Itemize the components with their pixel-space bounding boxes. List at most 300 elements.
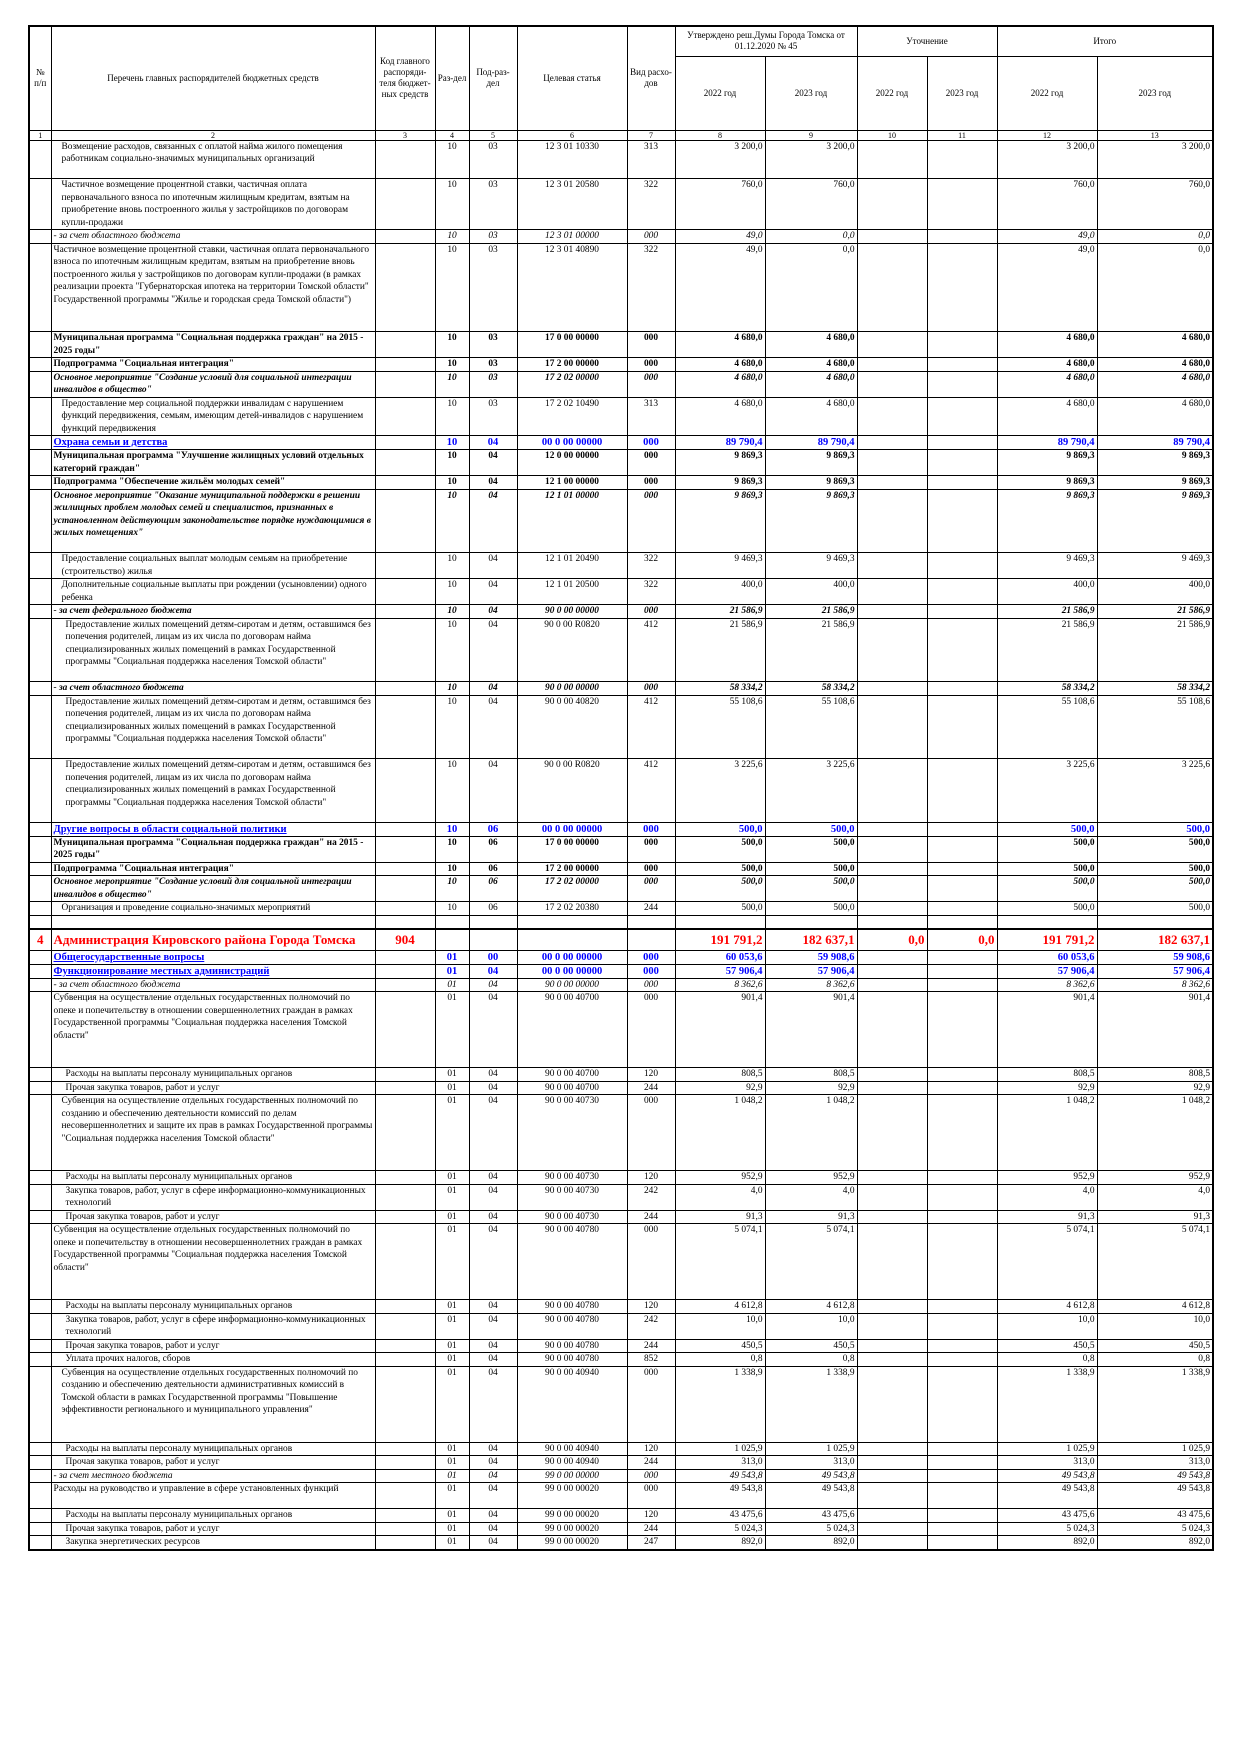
cell-cs: 90 0 00 40730: [517, 1184, 627, 1210]
cell-rz: 10: [435, 230, 469, 244]
cell-cs: 12 3 01 10330: [517, 140, 627, 179]
cell-rz: 10: [435, 822, 469, 836]
cell-vr: 000: [627, 1095, 675, 1171]
cell-no: [29, 836, 51, 862]
cell-name: Администрация Кировского района Города Томска: [51, 929, 375, 951]
cell-no: [29, 1184, 51, 1210]
cell-u23: [927, 1536, 997, 1550]
cell-name: Подпрограмма "Социальная интеграция": [51, 862, 375, 876]
cell-vr: 322: [627, 579, 675, 605]
cell-no: [29, 450, 51, 476]
cell-u22: [857, 1210, 927, 1224]
cell-a23: 808,5: [765, 1068, 857, 1082]
cell-a22: 21 586,9: [675, 618, 765, 682]
cell-name: Прочая закупка товаров, работ и услуг: [51, 1339, 375, 1353]
cell-prz: 03: [469, 332, 517, 358]
cell-cs: 90 0 00 40780: [517, 1339, 627, 1353]
cell-t22: 3 225,6: [997, 759, 1097, 823]
column-number: 9: [765, 130, 857, 140]
cell-code: [375, 950, 435, 964]
cell-rz: 10: [435, 759, 469, 823]
cell-rz: 10: [435, 902, 469, 916]
cell-vr: 120: [627, 1509, 675, 1523]
cell-code: [375, 579, 435, 605]
cell-a22: 9 869,3: [675, 450, 765, 476]
cell-u22: [857, 1095, 927, 1171]
cell-vr: 244: [627, 1456, 675, 1470]
cell-cs: 17 2 02 00000: [517, 371, 627, 397]
cell-t22: 901,4: [997, 992, 1097, 1068]
cell-name: Муниципальная программа "Социальная поддержка граждан" на 2015 - 2025 годы": [51, 836, 375, 862]
cell-name: Предоставление социальных выплат молодым семьям на приобретение (строительство) жилья: [51, 553, 375, 579]
cell-u22: [857, 1522, 927, 1536]
cell-t22: 808,5: [997, 1068, 1097, 1082]
cell-u22: [857, 759, 927, 823]
cell-a23: 1 338,9: [765, 1366, 857, 1442]
cell-vr: 120: [627, 1442, 675, 1456]
cell-vr: 000: [627, 605, 675, 619]
cell-rz: 01: [435, 978, 469, 992]
cell-name: Частичное возмещение процентной ставки, частичная оплата первоначального взноса по ипотечным жилищным кредитам, взятым на приобретение вновь построенного жилья у застройщиков по договорам купли-продажи: [51, 179, 375, 230]
cell-no: [29, 358, 51, 372]
year-2023-approved: 2023 год: [765, 56, 857, 130]
cell-vr: 000: [627, 230, 675, 244]
cell-name: Прочая закупка товаров, работ и услуг: [51, 1522, 375, 1536]
col-vid-header: Вид расхо-дов: [627, 26, 675, 130]
cell-code: [375, 1224, 435, 1300]
cell-u23: [927, 876, 997, 902]
column-number-row: [29, 130, 1213, 140]
group-total-header: Итого: [997, 26, 1213, 56]
cell-t22: 43 475,6: [997, 1509, 1097, 1523]
cell-vr: 000: [627, 836, 675, 862]
cell-rz: 10: [435, 695, 469, 759]
cell-cs: 17 0 00 00000: [517, 836, 627, 862]
table-row: [29, 1171, 1213, 1185]
cell-t23: 450,5: [1097, 1339, 1213, 1353]
cell-prz: 04: [469, 992, 517, 1068]
cell-t23: 91,3: [1097, 1210, 1213, 1224]
cell-name: Подпрограмма "Обеспечение жильём молодых семей": [51, 476, 375, 490]
cell-prz: 06: [469, 876, 517, 902]
cell-t23: 1 048,2: [1097, 1095, 1213, 1171]
cell-t23: 9 869,3: [1097, 450, 1213, 476]
cell-no: [29, 682, 51, 696]
cell-vr: 000: [627, 992, 675, 1068]
cell-a23: 500,0: [765, 902, 857, 916]
cell-prz: 04: [469, 1184, 517, 1210]
cell-no: [29, 695, 51, 759]
cell-code: [375, 1300, 435, 1314]
cell-u22: [857, 332, 927, 358]
cell-rz: 01: [435, 1339, 469, 1353]
cell-rz: 10: [435, 489, 469, 553]
table-row: [29, 450, 1213, 476]
cell-a22: 3 200,0: [675, 140, 765, 179]
cell-u22: [857, 243, 927, 332]
cell-t22: 500,0: [997, 836, 1097, 862]
cell-cs: 90 0 00 40780: [517, 1300, 627, 1314]
cell-t22: 49,0: [997, 243, 1097, 332]
cell-t22: 760,0: [997, 179, 1097, 230]
cell-t23: 4 680,0: [1097, 397, 1213, 436]
cell-cs: 90 0 00 40730: [517, 1171, 627, 1185]
cell-t23: 500,0: [1097, 876, 1213, 902]
cell-t23: 4 680,0: [1097, 358, 1213, 372]
cell-cs: 00 0 00 00000: [517, 950, 627, 964]
cell-prz: 04: [469, 553, 517, 579]
cell-a22: 9 469,3: [675, 553, 765, 579]
year-2022-approved: 2022 год: [675, 56, 765, 130]
cell-cs: 99 0 00 00020: [517, 1509, 627, 1523]
cell-code: [375, 1469, 435, 1483]
cell-cs: 99 0 00 00020: [517, 1483, 627, 1509]
table-row: [29, 436, 1213, 450]
cell-name: Основное мероприятие "Оказание муниципальной поддержки в решении жилищных проблем молодых семей и специалистов, признанных в установленном действующим законодательстве порядке нуждающимися в жилых помещениях": [51, 489, 375, 553]
cell-t23: 8 362,6: [1097, 978, 1213, 992]
cell-u23: [927, 450, 997, 476]
cell-u22: [857, 1081, 927, 1095]
cell-u23: 0,0: [927, 929, 997, 951]
cell-t22: 4 680,0: [997, 371, 1097, 397]
cell-a22: 49,0: [675, 243, 765, 332]
table-row: [29, 1224, 1213, 1300]
cell-a22: 5 024,3: [675, 1522, 765, 1536]
cell-code: [375, 605, 435, 619]
cell-rz: 01: [435, 1456, 469, 1470]
cell-cs: 17 2 02 00000: [517, 876, 627, 902]
cell-cs: 90 0 00 40780: [517, 1224, 627, 1300]
cell-no: [29, 1353, 51, 1367]
cell-cs: 12 3 01 00000: [517, 230, 627, 244]
cell-a23: 892,0: [765, 1536, 857, 1550]
cell-t22: 4 680,0: [997, 332, 1097, 358]
cell-vr: 000: [627, 436, 675, 450]
cell-t22: 500,0: [997, 862, 1097, 876]
cell-vr: 000: [627, 1224, 675, 1300]
cell-t23: 500,0: [1097, 862, 1213, 876]
cell-a23: 1 025,9: [765, 1442, 857, 1456]
cell-code: [375, 862, 435, 876]
cell-code: [375, 1068, 435, 1082]
cell-prz: 04: [469, 1509, 517, 1523]
cell-a22: 500,0: [675, 822, 765, 836]
column-number: 12: [997, 130, 1097, 140]
cell-u22: [857, 230, 927, 244]
cell-t22: 450,5: [997, 1339, 1097, 1353]
cell-prz: 06: [469, 836, 517, 862]
cell-a23: 9 869,3: [765, 489, 857, 553]
table-row: [29, 1313, 1213, 1339]
cell-u23: [927, 992, 997, 1068]
cell-u22: [857, 682, 927, 696]
cell-code: [375, 140, 435, 179]
cell-code: [375, 1171, 435, 1185]
cell-cs: 00 0 00 00000: [517, 822, 627, 836]
cell-rz: 10: [435, 682, 469, 696]
cell-a23: 1 048,2: [765, 1095, 857, 1171]
cell-name: Предоставление жилых помещений детям-сиротам и детям, оставшимся без попечения родителей, лицам из их числа по договорам найма специализированных жилых помещений в рамках Государственной программы "Социальная поддержка населения Томской области": [51, 618, 375, 682]
table-row: [29, 929, 1213, 951]
table-row: [29, 579, 1213, 605]
cell-prz: 04: [469, 450, 517, 476]
cell-cs: 99 0 00 00020: [517, 1536, 627, 1550]
cell-u23: [927, 179, 997, 230]
cell-name: - за счет областного бюджета: [51, 230, 375, 244]
cell-rz: 10: [435, 876, 469, 902]
cell-code: [375, 759, 435, 823]
cell-no: [29, 1313, 51, 1339]
group-clarify-header: Уточнение: [857, 26, 997, 56]
cell-no: [29, 992, 51, 1068]
spacer-cell: [29, 915, 51, 929]
cell-cs: 90 0 00 40940: [517, 1456, 627, 1470]
cell-t22: 21 586,9: [997, 618, 1097, 682]
cell-a22: 1 025,9: [675, 1442, 765, 1456]
table-row: [29, 876, 1213, 902]
cell-cs: 12 3 01 20580: [517, 179, 627, 230]
cell-u22: [857, 358, 927, 372]
cell-u22: [857, 1313, 927, 1339]
cell-u22: [857, 862, 927, 876]
cell-cs: 99 0 00 00000: [517, 1469, 627, 1483]
cell-u23: [927, 1442, 997, 1456]
cell-t22: 500,0: [997, 822, 1097, 836]
cell-u23: [927, 1339, 997, 1353]
cell-t22: 4 680,0: [997, 358, 1097, 372]
cell-vr: 412: [627, 695, 675, 759]
cell-name: Субвенция на осуществление отдельных государственных полномочий по опеке и попечительству в отношении несовершеннолетних граждан в рамках Государственной программы "Социальная поддержка населения Томской области": [51, 1224, 375, 1300]
cell-code: [375, 1184, 435, 1210]
cell-no: [29, 1095, 51, 1171]
cell-u23: [927, 695, 997, 759]
cell-cs: 12 1 00 00000: [517, 476, 627, 490]
cell-u23: [927, 964, 997, 978]
cell-a23: 3 225,6: [765, 759, 857, 823]
cell-name: Предоставление жилых помещений детям-сиротам и детям, оставшимся без попечения родителей, лицам из их числа по договорам найма специализированных жилых помещений в рамках Государственной программы "Социальная поддержка населения Томской области": [51, 695, 375, 759]
cell-t22: 49 543,8: [997, 1483, 1097, 1509]
cell-rz: 01: [435, 1095, 469, 1171]
table-row: [29, 862, 1213, 876]
cell-prz: 04: [469, 476, 517, 490]
cell-u23: [927, 243, 997, 332]
cell-u22: [857, 1469, 927, 1483]
cell-vr: [627, 929, 675, 951]
cell-no: [29, 397, 51, 436]
spacer-cell: [51, 915, 375, 929]
table-row: [29, 332, 1213, 358]
cell-code: [375, 358, 435, 372]
cell-a23: 21 586,9: [765, 618, 857, 682]
cell-u22: [857, 476, 927, 490]
cell-t22: 58 334,2: [997, 682, 1097, 696]
cell-t22: 49 543,8: [997, 1469, 1097, 1483]
cell-rz: 10: [435, 358, 469, 372]
cell-u23: [927, 1081, 997, 1095]
cell-a23: 500,0: [765, 836, 857, 862]
cell-vr: 244: [627, 902, 675, 916]
table-row: [29, 682, 1213, 696]
cell-u23: [927, 902, 997, 916]
cell-rz: 01: [435, 1483, 469, 1509]
cell-u22: [857, 1509, 927, 1523]
table-row: [29, 140, 1213, 179]
table-row: [29, 902, 1213, 916]
spacer-cell: [1097, 915, 1213, 929]
cell-t23: 21 586,9: [1097, 605, 1213, 619]
cell-name: Закупка товаров, работ, услуг в сфере информационно-коммуникационных технологий: [51, 1313, 375, 1339]
table-row: [29, 1210, 1213, 1224]
cell-vr: 244: [627, 1522, 675, 1536]
cell-rz: 10: [435, 476, 469, 490]
cell-rz: 10: [435, 332, 469, 358]
cell-t22: 1 338,9: [997, 1366, 1097, 1442]
cell-rz: 10: [435, 140, 469, 179]
cell-a23: 500,0: [765, 822, 857, 836]
cell-rz: 10: [435, 243, 469, 332]
cell-a22: 1 338,9: [675, 1366, 765, 1442]
col-target-header: Целевая статья: [517, 26, 627, 130]
cell-no: [29, 371, 51, 397]
cell-u22: [857, 1300, 927, 1314]
cell-u23: [927, 682, 997, 696]
cell-u22: [857, 1171, 927, 1185]
cell-name: Прочая закупка товаров, работ и услуг: [51, 1210, 375, 1224]
table-row: [29, 179, 1213, 230]
cell-t22: 500,0: [997, 902, 1097, 916]
cell-a22: 500,0: [675, 862, 765, 876]
cell-a23: 182 637,1: [765, 929, 857, 951]
cell-rz: 01: [435, 1210, 469, 1224]
cell-code: [375, 964, 435, 978]
cell-rz: 10: [435, 579, 469, 605]
cell-t22: 4,0: [997, 1184, 1097, 1210]
cell-u23: [927, 140, 997, 179]
cell-a22: 5 074,1: [675, 1224, 765, 1300]
cell-u22: [857, 902, 927, 916]
cell-u22: 0,0: [857, 929, 927, 951]
table-row: [29, 605, 1213, 619]
cell-prz: 04: [469, 1456, 517, 1470]
cell-prz: [469, 929, 517, 951]
cell-u23: [927, 950, 997, 964]
cell-a22: 4 680,0: [675, 358, 765, 372]
table-row: [29, 1456, 1213, 1470]
table-row: [29, 397, 1213, 436]
table-row: [29, 553, 1213, 579]
cell-no: [29, 1339, 51, 1353]
cell-a23: 500,0: [765, 876, 857, 902]
cell-code: [375, 978, 435, 992]
cell-cs: 17 2 02 10490: [517, 397, 627, 436]
table-row: [29, 836, 1213, 862]
cell-name: Основное мероприятие "Создание условий для социальной интеграции инвалидов в общество": [51, 876, 375, 902]
spacer-cell: [375, 915, 435, 929]
cell-no: [29, 579, 51, 605]
cell-a22: 58 334,2: [675, 682, 765, 696]
cell-prz: 04: [469, 436, 517, 450]
cell-code: [375, 450, 435, 476]
col-name-header: Перечень главных распорядителей бюджетных средств: [51, 26, 375, 130]
cell-no: [29, 1224, 51, 1300]
cell-cs: 90 0 00 R0820: [517, 759, 627, 823]
cell-cs: [517, 929, 627, 951]
cell-code: [375, 1456, 435, 1470]
cell-t23: 808,5: [1097, 1068, 1213, 1082]
cell-rz: 10: [435, 618, 469, 682]
cell-code: [375, 876, 435, 902]
cell-rz: 10: [435, 436, 469, 450]
cell-no: [29, 950, 51, 964]
cell-t22: 9 869,3: [997, 489, 1097, 553]
cell-t23: 59 908,6: [1097, 950, 1213, 964]
column-number: 1: [29, 130, 51, 140]
cell-u22: [857, 1536, 927, 1550]
cell-rz: 01: [435, 1068, 469, 1082]
cell-code: [375, 230, 435, 244]
cell-name: Предоставление мер социальной поддержки инвалидам с нарушением функций передвижения, семьям, имеющим детей-инвалидов с нарушением функций передвижения: [51, 397, 375, 436]
cell-vr: 322: [627, 179, 675, 230]
cell-rz: 10: [435, 836, 469, 862]
cell-a23: 92,9: [765, 1081, 857, 1095]
cell-u23: [927, 489, 997, 553]
table-row: [29, 476, 1213, 490]
cell-cs: 90 0 00 R0820: [517, 618, 627, 682]
cell-prz: 04: [469, 682, 517, 696]
cell-no: [29, 1210, 51, 1224]
cell-name: Организация и проведение социально-значимых мероприятий: [51, 902, 375, 916]
cell-vr: 000: [627, 978, 675, 992]
cell-name: Дополнительные социальные выплаты при рождении (усыновлении) одного ребенка: [51, 579, 375, 605]
cell-a22: 760,0: [675, 179, 765, 230]
cell-a23: 3 200,0: [765, 140, 857, 179]
cell-cs: 90 0 00 40700: [517, 1068, 627, 1082]
cell-vr: 120: [627, 1171, 675, 1185]
cell-code: [375, 1095, 435, 1171]
col-razdel-header: Раз-дел: [435, 26, 469, 130]
cell-u22: [857, 179, 927, 230]
cell-prz: 03: [469, 371, 517, 397]
table-row: [29, 695, 1213, 759]
cell-t22: 400,0: [997, 579, 1097, 605]
cell-no: [29, 978, 51, 992]
cell-cs: 12 1 01 20500: [517, 579, 627, 605]
cell-cs: 90 0 00 00000: [517, 605, 627, 619]
cell-a22: 901,4: [675, 992, 765, 1068]
table-row: [29, 358, 1213, 372]
cell-code: [375, 1442, 435, 1456]
cell-a23: 952,9: [765, 1171, 857, 1185]
cell-cs: 12 1 01 20490: [517, 553, 627, 579]
cell-vr: 313: [627, 140, 675, 179]
cell-u23: [927, 1300, 997, 1314]
cell-u22: [857, 618, 927, 682]
cell-no: [29, 179, 51, 230]
cell-vr: 000: [627, 876, 675, 902]
cell-t23: 9 469,3: [1097, 553, 1213, 579]
cell-name: Общегосударственные вопросы: [51, 950, 375, 964]
cell-vr: 412: [627, 618, 675, 682]
cell-u22: [857, 1442, 927, 1456]
cell-a22: 49,0: [675, 230, 765, 244]
cell-vr: 000: [627, 950, 675, 964]
cell-u23: [927, 605, 997, 619]
spacer-row: [29, 915, 1213, 929]
cell-prz: 04: [469, 1313, 517, 1339]
cell-t22: 91,3: [997, 1210, 1097, 1224]
cell-vr: 000: [627, 1469, 675, 1483]
year-2023-clarify: 2023 год: [927, 56, 997, 130]
